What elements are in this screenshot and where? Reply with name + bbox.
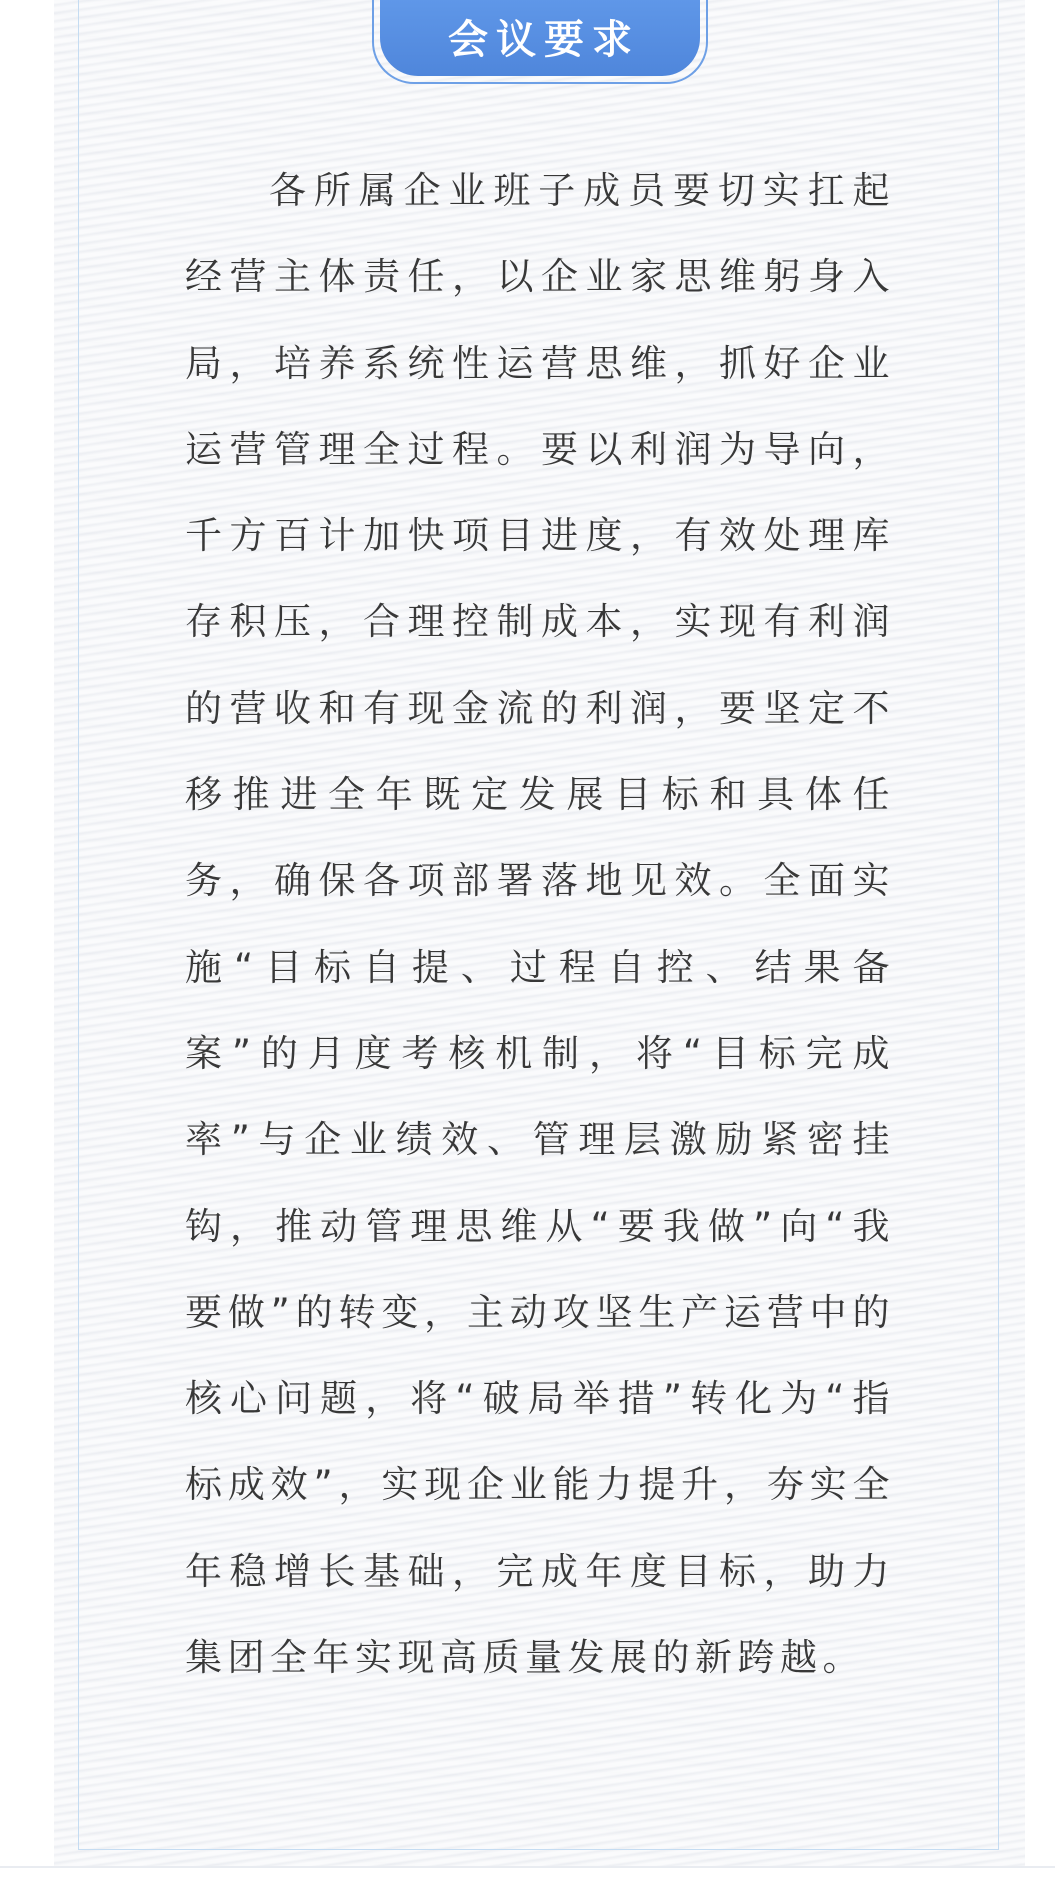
section-title: 会议要求: [448, 16, 640, 63]
section-badge: [380, 0, 700, 76]
article-paragraph: 各所属企业班子成员要切实扛起经营主体责任，以企业家思维躬身入局，培养系统性运营思维，抓好企业运营管理全过程。要以利润为导向，千方百计加快项目进度，有效处理库存积压，合理控制成本，实现有利润的营收和有现金流的利润，要坚定不移推进全年既定发展目标和具体任务，确保各项部署落地见效。全面实施“目标自提、过程自控、结果备案”的月度考核机制，将“目标完成率”与企业绩效、管理层激励紧密挂钩，推动管理思维从“要我做”向“我要做”的转变，主动攻坚生产运营中的核心问题，将“破局举措”转化为“指标成效”，实现企业能力提升，夯实全年稳增长基础，完成年度目标，助力集团全年实现高质量发展的新跨越。: [185, 169, 895, 1680]
bottom-divider: [0, 1866, 1055, 1868]
article-body: [185, 148, 895, 1701]
